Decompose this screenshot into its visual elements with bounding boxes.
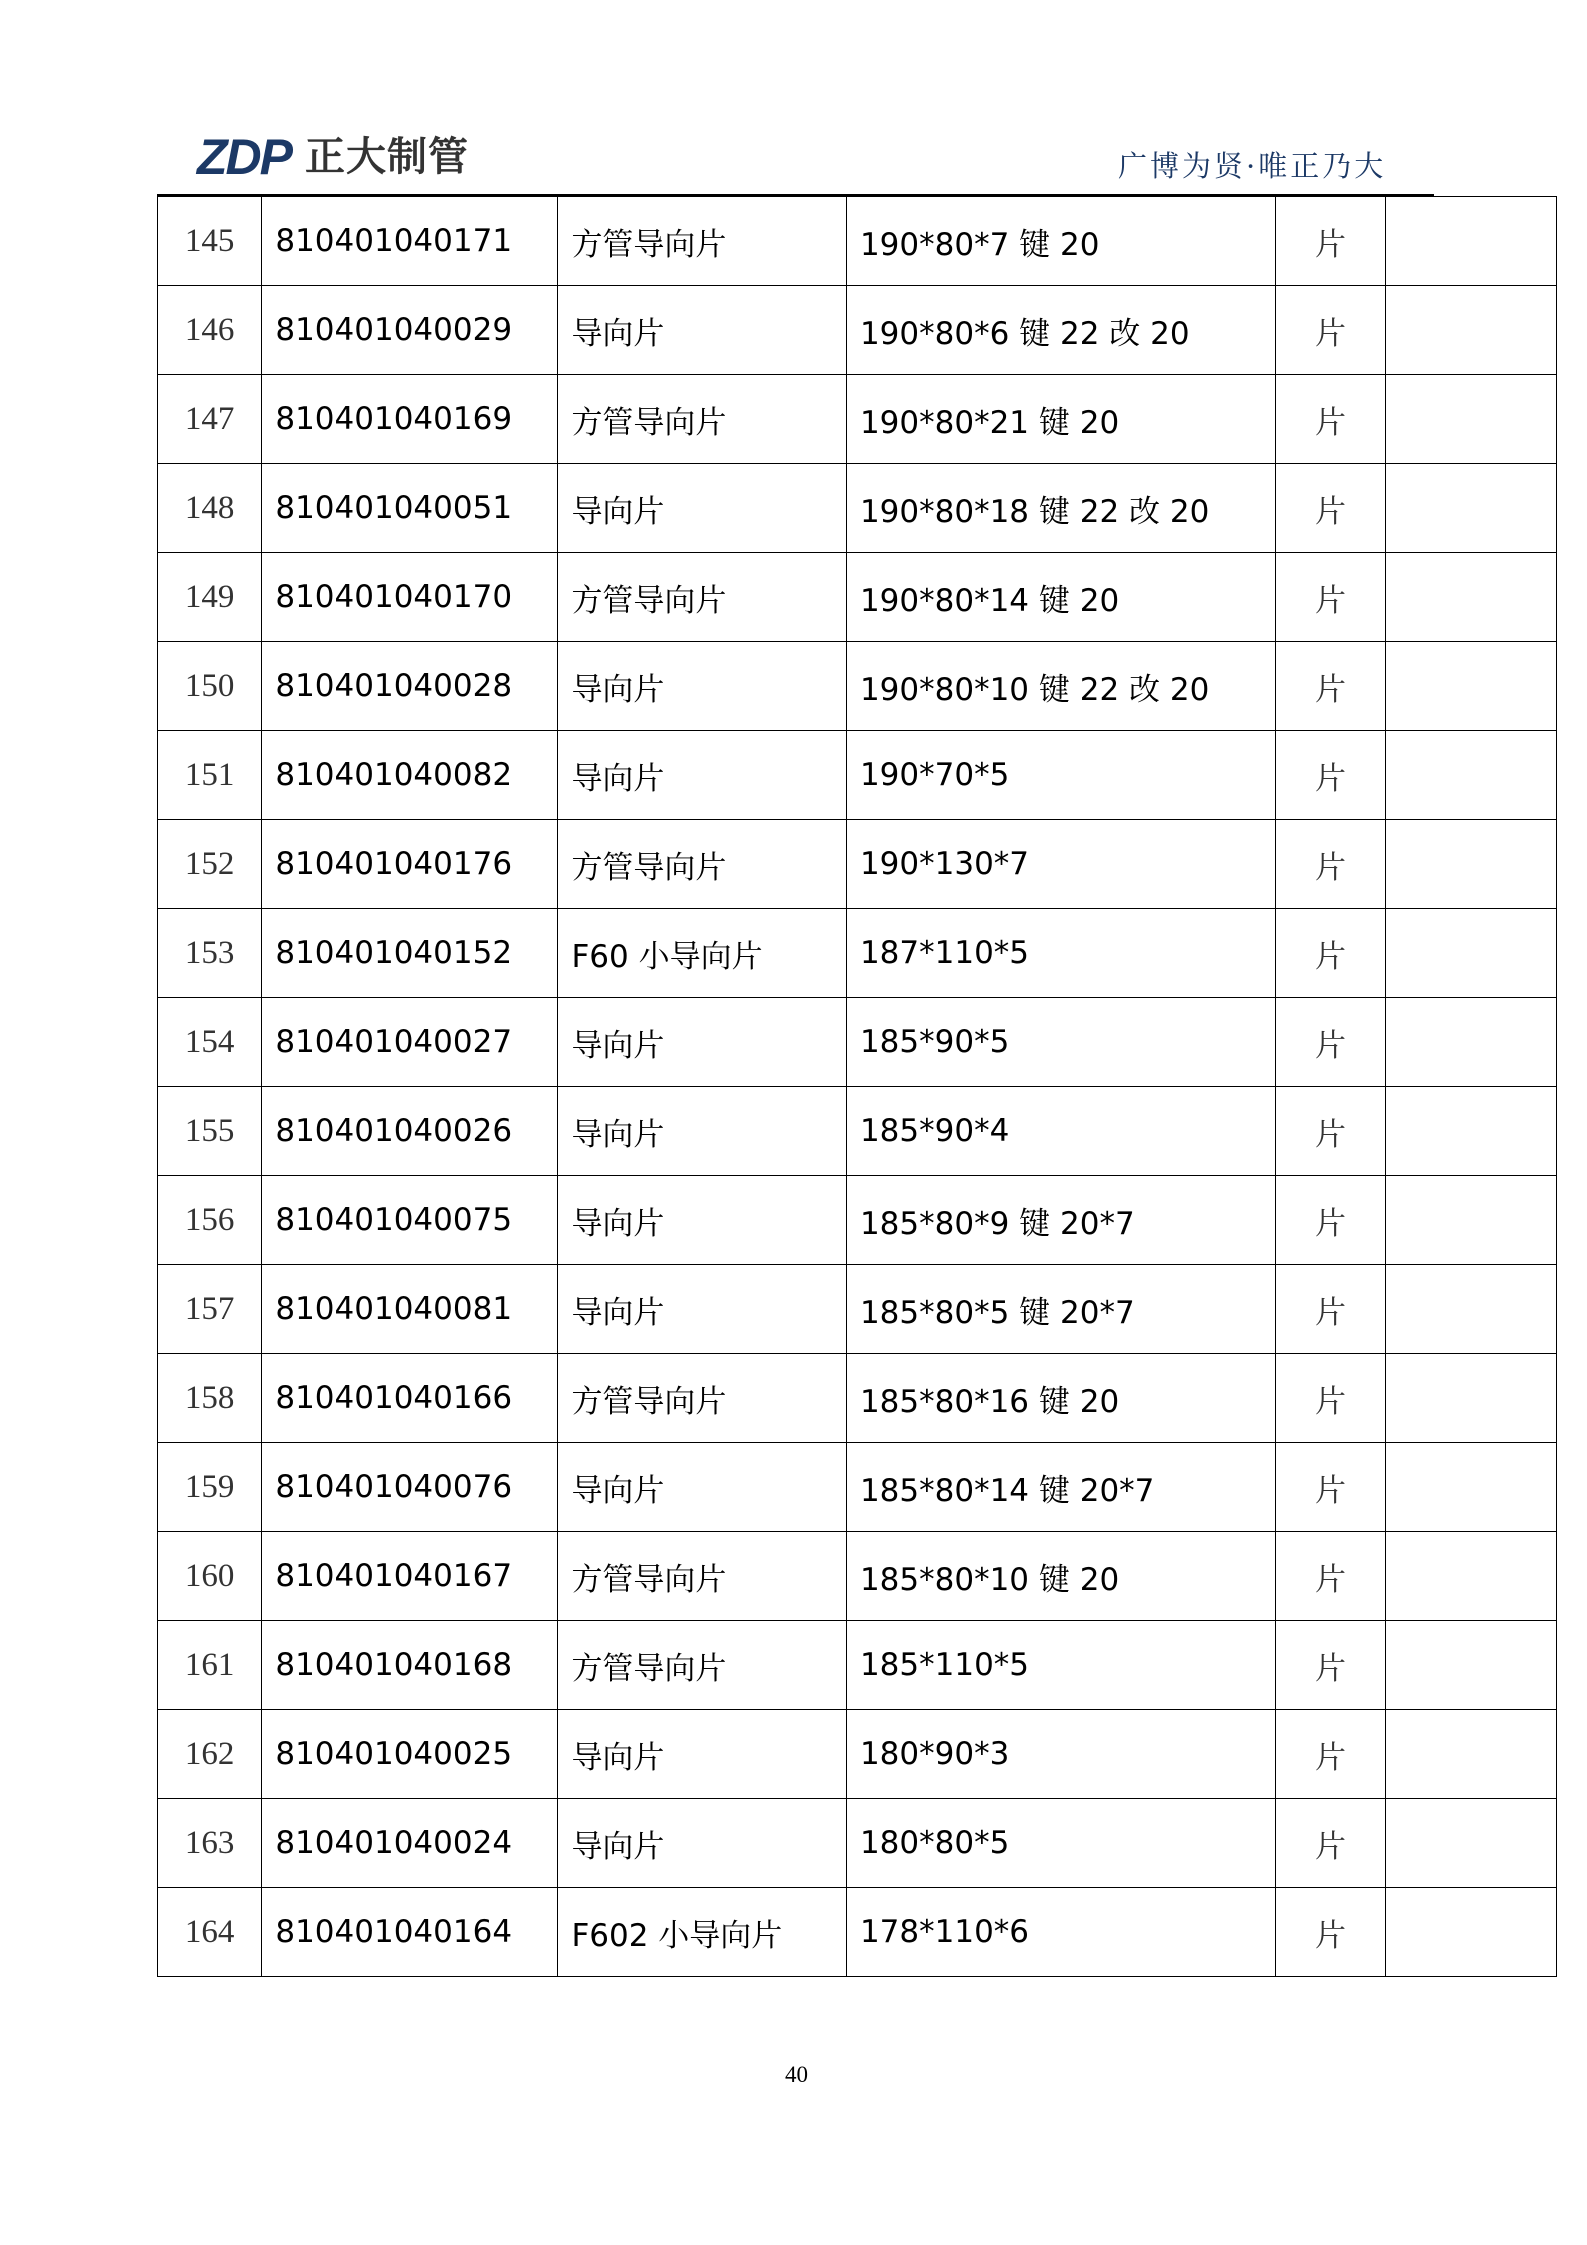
row-number-cell: 159 <box>158 1443 262 1532</box>
remarks-cell <box>1385 286 1556 375</box>
table-row <box>158 1888 1557 1977</box>
unit-cell: 片 <box>1276 1176 1385 1265</box>
table-row <box>158 998 1557 1087</box>
specification-cell: 190*80*10 键 22 改 20 <box>846 642 1275 731</box>
table-row <box>158 1176 1557 1265</box>
specification-cell: 185*90*5 <box>846 998 1275 1087</box>
part-name-cell: 方管导向片 <box>558 375 847 464</box>
parts-table <box>157 196 1557 1977</box>
remarks-cell <box>1385 464 1556 553</box>
unit-cell: 片 <box>1276 820 1385 909</box>
specification-cell: 190*80*7 键 20 <box>846 197 1275 286</box>
part-name-cell: 导向片 <box>558 1799 847 1888</box>
part-name-cell: F60 小导向片 <box>558 909 847 998</box>
row-number-cell: 150 <box>158 642 262 731</box>
remarks-cell <box>1385 1888 1556 1977</box>
part-name-cell: 方管导向片 <box>558 1532 847 1621</box>
unit-cell: 片 <box>1276 286 1385 375</box>
row-number-cell: 145 <box>158 197 262 286</box>
logo-mark: ZDP <box>197 129 291 185</box>
remarks-cell <box>1385 1799 1556 1888</box>
part-code-cell: 810401040081 <box>262 1265 558 1354</box>
table-row <box>158 197 1557 286</box>
unit-cell: 片 <box>1276 1799 1385 1888</box>
part-code-cell: 810401040166 <box>262 1354 558 1443</box>
part-code-cell: 810401040169 <box>262 375 558 464</box>
part-code-cell: 810401040176 <box>262 820 558 909</box>
specification-cell: 185*90*4 <box>846 1087 1275 1176</box>
unit-cell: 片 <box>1276 197 1385 286</box>
part-code-cell: 810401040152 <box>262 909 558 998</box>
row-number-cell: 148 <box>158 464 262 553</box>
page-number: 40 <box>785 2062 808 2087</box>
unit-cell: 片 <box>1276 553 1385 642</box>
unit-cell: 片 <box>1276 1354 1385 1443</box>
table-row <box>158 731 1557 820</box>
row-number-cell: 155 <box>158 1087 262 1176</box>
table-row <box>158 820 1557 909</box>
row-number-cell: 151 <box>158 731 262 820</box>
row-number-cell: 164 <box>158 1888 262 1977</box>
part-code-cell: 810401040171 <box>262 197 558 286</box>
unit-cell: 片 <box>1276 642 1385 731</box>
part-name-cell: 导向片 <box>558 1087 847 1176</box>
unit-cell: 片 <box>1276 1443 1385 1532</box>
unit-cell: 片 <box>1276 1265 1385 1354</box>
part-name-cell: 方管导向片 <box>558 820 847 909</box>
row-number-cell: 158 <box>158 1354 262 1443</box>
unit-cell: 片 <box>1276 1888 1385 1977</box>
part-code-cell: 810401040025 <box>262 1710 558 1799</box>
specification-cell: 190*80*18 键 22 改 20 <box>846 464 1275 553</box>
specification-cell: 190*80*6 键 22 改 20 <box>846 286 1275 375</box>
row-number-cell: 146 <box>158 286 262 375</box>
unit-cell: 片 <box>1276 909 1385 998</box>
remarks-cell <box>1385 197 1556 286</box>
row-number-cell: 149 <box>158 553 262 642</box>
part-name-cell: 导向片 <box>558 464 847 553</box>
remarks-cell <box>1385 909 1556 998</box>
unit-cell: 片 <box>1276 731 1385 820</box>
company-logo <box>197 129 469 185</box>
specification-cell: 185*80*10 键 20 <box>846 1532 1275 1621</box>
part-name-cell: 导向片 <box>558 1443 847 1532</box>
row-number-cell: 157 <box>158 1265 262 1354</box>
row-number-cell: 154 <box>158 998 262 1087</box>
table-row <box>158 1087 1557 1176</box>
remarks-cell <box>1385 1087 1556 1176</box>
part-code-cell: 810401040027 <box>262 998 558 1087</box>
part-code-cell: 810401040024 <box>262 1799 558 1888</box>
specification-cell: 185*110*5 <box>846 1621 1275 1710</box>
table-row <box>158 553 1557 642</box>
unit-cell: 片 <box>1276 1710 1385 1799</box>
table-row <box>158 1621 1557 1710</box>
part-code-cell: 810401040167 <box>262 1532 558 1621</box>
part-code-cell: 810401040075 <box>262 1176 558 1265</box>
part-name-cell: 导向片 <box>558 731 847 820</box>
row-number-cell: 163 <box>158 1799 262 1888</box>
part-code-cell: 810401040028 <box>262 642 558 731</box>
remarks-cell <box>1385 998 1556 1087</box>
remarks-cell <box>1385 1354 1556 1443</box>
table-row <box>158 375 1557 464</box>
row-number-cell: 152 <box>158 820 262 909</box>
row-number-cell: 160 <box>158 1532 262 1621</box>
remarks-cell <box>1385 820 1556 909</box>
table-row <box>158 1710 1557 1799</box>
remarks-cell <box>1385 1176 1556 1265</box>
unit-cell: 片 <box>1276 998 1385 1087</box>
table-row <box>158 286 1557 375</box>
part-code-cell: 810401040051 <box>262 464 558 553</box>
unit-cell: 片 <box>1276 375 1385 464</box>
part-name-cell: 方管导向片 <box>558 1621 847 1710</box>
specification-cell: 190*130*7 <box>846 820 1275 909</box>
part-name-cell: 导向片 <box>558 1265 847 1354</box>
specification-cell: 180*90*3 <box>846 1710 1275 1799</box>
row-number-cell: 156 <box>158 1176 262 1265</box>
unit-cell: 片 <box>1276 1532 1385 1621</box>
part-name-cell: 导向片 <box>558 998 847 1087</box>
part-name-cell: 导向片 <box>558 642 847 731</box>
specification-cell: 187*110*5 <box>846 909 1275 998</box>
slogan: 广博为贤·唯正乃大 <box>1118 149 1387 183</box>
part-name-cell: 方管导向片 <box>558 197 847 286</box>
specification-cell: 190*70*5 <box>846 731 1275 820</box>
specification-cell: 185*80*5 键 20*7 <box>846 1265 1275 1354</box>
table-row <box>158 1265 1557 1354</box>
part-code-cell: 810401040029 <box>262 286 558 375</box>
part-code-cell: 810401040168 <box>262 1621 558 1710</box>
remarks-cell <box>1385 1443 1556 1532</box>
part-name-cell: 导向片 <box>558 286 847 375</box>
table-row <box>158 464 1557 553</box>
unit-cell: 片 <box>1276 1621 1385 1710</box>
table-row <box>158 1443 1557 1532</box>
table-row <box>158 909 1557 998</box>
part-code-cell: 810401040076 <box>262 1443 558 1532</box>
remarks-cell <box>1385 553 1556 642</box>
specification-cell: 190*80*21 键 20 <box>846 375 1275 464</box>
part-code-cell: 810401040164 <box>262 1888 558 1977</box>
table-row <box>158 1354 1557 1443</box>
specification-cell: 185*80*14 键 20*7 <box>846 1443 1275 1532</box>
remarks-cell <box>1385 1621 1556 1710</box>
part-name-cell: 方管导向片 <box>558 1354 847 1443</box>
part-name-cell: F602 小导向片 <box>558 1888 847 1977</box>
row-number-cell: 153 <box>158 909 262 998</box>
specification-cell: 178*110*6 <box>846 1888 1275 1977</box>
specification-cell: 185*80*16 键 20 <box>846 1354 1275 1443</box>
row-number-cell: 162 <box>158 1710 262 1799</box>
logo-text: 正大制管 <box>305 134 469 180</box>
specification-cell: 190*80*14 键 20 <box>846 553 1275 642</box>
unit-cell: 片 <box>1276 464 1385 553</box>
part-name-cell: 导向片 <box>558 1176 847 1265</box>
remarks-cell <box>1385 1532 1556 1621</box>
part-name-cell: 方管导向片 <box>558 553 847 642</box>
specification-cell: 185*80*9 键 20*7 <box>846 1176 1275 1265</box>
unit-cell: 片 <box>1276 1087 1385 1176</box>
remarks-cell <box>1385 1710 1556 1799</box>
row-number-cell: 147 <box>158 375 262 464</box>
remarks-cell <box>1385 1265 1556 1354</box>
table-row <box>158 642 1557 731</box>
part-code-cell: 810401040170 <box>262 553 558 642</box>
row-number-cell: 161 <box>158 1621 262 1710</box>
remarks-cell <box>1385 731 1556 820</box>
part-code-cell: 810401040026 <box>262 1087 558 1176</box>
remarks-cell <box>1385 642 1556 731</box>
specification-cell: 180*80*5 <box>846 1799 1275 1888</box>
remarks-cell <box>1385 375 1556 464</box>
table-row <box>158 1799 1557 1888</box>
part-code-cell: 810401040082 <box>262 731 558 820</box>
part-name-cell: 导向片 <box>558 1710 847 1799</box>
table-row <box>158 1532 1557 1621</box>
